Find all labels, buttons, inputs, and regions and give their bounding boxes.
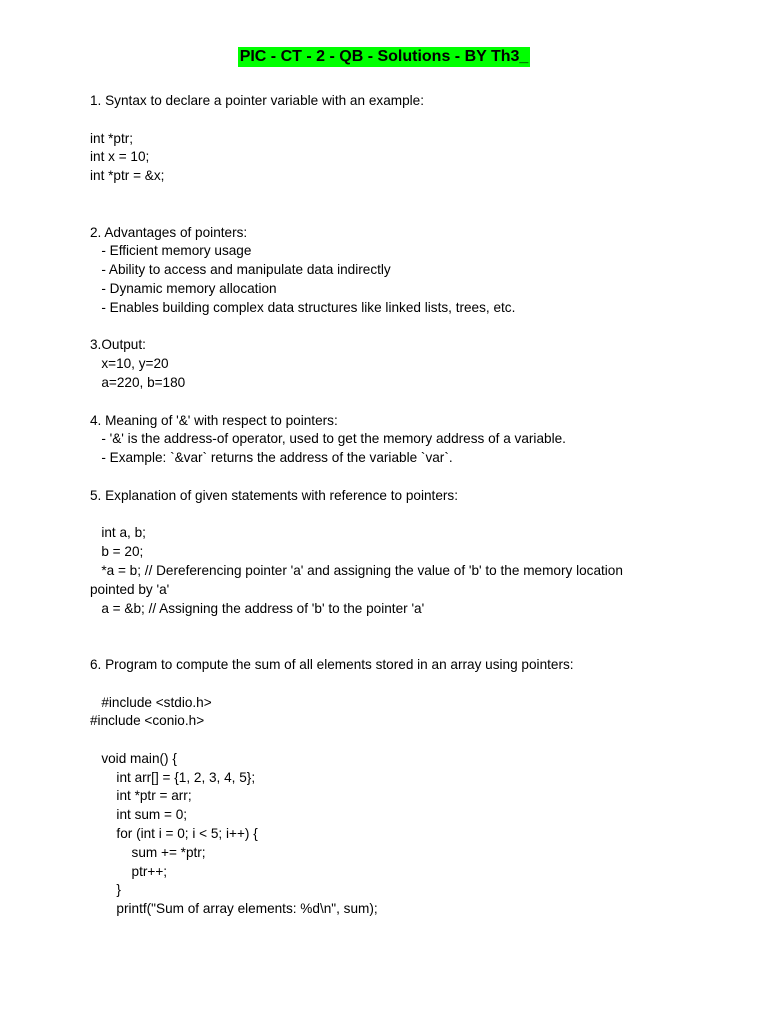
text-line: b = 20; [90, 544, 144, 560]
text-line: 5. Explanation of given statements with reference to pointers: [90, 487, 458, 503]
text-line [90, 637, 650, 656]
text-line: *a = b; // Dereferencing pointer 'a' and assigning the value of 'b' to the memory location [90, 562, 623, 578]
text-line: pointed by 'a' [90, 581, 170, 597]
text-line: int *ptr = &x; [90, 168, 165, 184]
text-line: - '&' is the address-of operator, used to get the memory address of a variable. [90, 431, 566, 447]
text-line [90, 731, 650, 750]
text-line: int sum = 0; [90, 807, 188, 823]
text-line: 1. Syntax to declare a pointer variable with an example: [90, 93, 424, 108]
text-line: #include <stdio.h> [90, 694, 212, 710]
text-line: int arr[] = {1, 2, 3, 4, 5}; [90, 769, 256, 785]
title-container [0, 47, 768, 67]
text-line: a = &b; // Assigning the address of 'b' to the pointer 'a' [90, 600, 425, 616]
text-line [90, 111, 650, 130]
text-line: } [90, 882, 121, 898]
text-line [90, 506, 650, 525]
text-line: - Efficient memory usage [90, 243, 252, 259]
text-line: - Ability to access and manipulate data indirectly [90, 262, 391, 278]
text-line: #include <conio.h> [90, 713, 205, 729]
text-line [90, 468, 650, 487]
text-line [90, 393, 650, 412]
text-line: int x = 10; [90, 149, 150, 165]
text-line: 3.Output: [90, 337, 146, 353]
text-line: x=10, y=20 [90, 356, 169, 372]
text-line: sum += *ptr; [90, 844, 206, 860]
text-line: for (int i = 0; i < 5; i++) { [90, 826, 258, 842]
text-line: 6. Program to compute the sum of all elements stored in an array using pointers: [90, 656, 574, 672]
text-line: void main() { [90, 750, 177, 766]
text-line [90, 675, 650, 694]
text-line: int *ptr = arr; [90, 788, 192, 804]
text-line: 4. Meaning of '&' with respect to pointers: [90, 412, 338, 428]
document-body [90, 92, 650, 919]
text-line: 2. Advantages of pointers: [90, 224, 248, 240]
text-line: int a, b; [90, 525, 146, 541]
text-line [90, 318, 650, 337]
text-line: - Example: `&var` returns the address of the variable `var`. [90, 450, 453, 466]
document-title: PIC - CT - 2 - QB - Solutions - BY Th3_ [239, 48, 529, 65]
text-line [90, 205, 650, 224]
text-line [90, 186, 650, 205]
text-line: int *ptr; [90, 130, 134, 146]
text-line: ptr++; [90, 863, 168, 879]
text-line: - Dynamic memory allocation [90, 280, 277, 296]
text-line: - Enables building complex data structures like linked lists, trees, etc. [90, 299, 516, 315]
text-line [90, 618, 650, 637]
text-line: printf("Sum of array elements: %d\n", sum); [90, 901, 378, 917]
text-line: a=220, b=180 [90, 374, 186, 390]
